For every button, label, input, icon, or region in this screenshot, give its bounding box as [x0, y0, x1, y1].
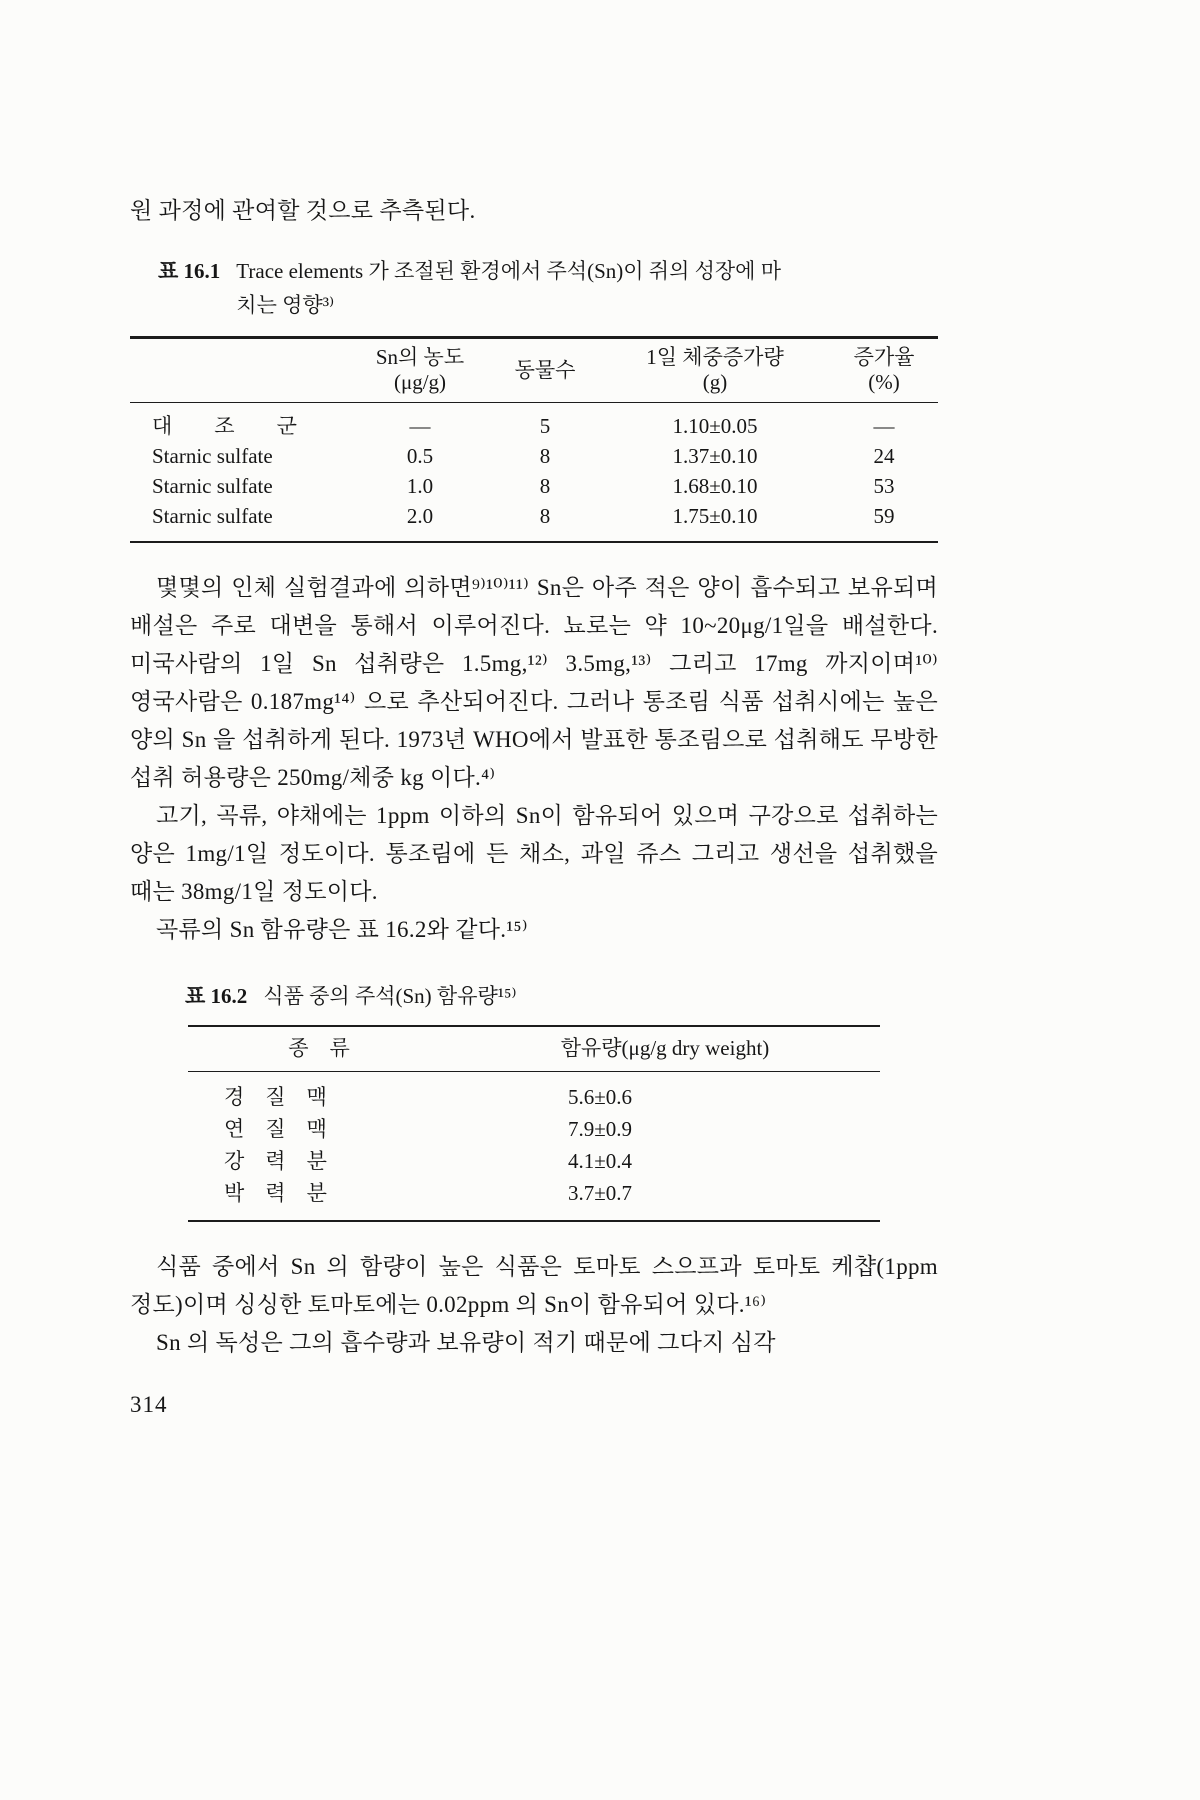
header-weight-gain — [600, 338, 830, 403]
page-content — [130, 192, 938, 1418]
cell-animal-count: 8 — [539, 444, 551, 468]
table1-caption — [158, 254, 938, 322]
header-animal-count: 동물수 — [490, 338, 600, 403]
table-row — [188, 1177, 880, 1221]
cell-concentration: 0.5 — [406, 444, 434, 468]
cell-sn-amount: 3.7±0.7 — [568, 1181, 633, 1205]
cell-food-kind: 박 력 분 — [224, 1181, 327, 1205]
table-row — [188, 1113, 880, 1145]
cell-gain-rate: — — [873, 414, 895, 438]
cell-food-kind: 강 력 분 — [224, 1149, 327, 1173]
cell-food-kind: 경 질 맥 — [224, 1085, 327, 1109]
table-16-2 — [188, 1025, 880, 1222]
header-sn-amount: 함유량(μg/g dry weight) — [450, 1026, 880, 1072]
cell-weight-gain: 1.10±0.05 — [672, 414, 758, 438]
header-food-kind: 종 류 — [188, 1026, 450, 1072]
header-gain-rate — [830, 338, 938, 403]
cell-food-kind: 연 질 맥 — [224, 1117, 327, 1141]
cell-gain-rate: 24 — [873, 444, 895, 468]
table-16-2-header — [188, 1026, 880, 1072]
paragraph-tomato: 식품 중에서 Sn 의 함량이 높은 식품은 토마토 스으프과 토마토 케챱(1ppm 정도)이며 싱싱한 토마토에는 0.02ppm 의 Sn이 함유되어 있다.¹⁶⁾ — [130, 1254, 938, 1317]
cell-sn-amount: 7.9±0.9 — [568, 1117, 633, 1141]
table-row — [130, 501, 938, 542]
cell-gain-rate: 53 — [873, 474, 895, 498]
cell-weight-gain: 1.68±0.10 — [672, 474, 758, 498]
cell-weight-gain: 1.75±0.10 — [672, 504, 758, 528]
table-16-1-body — [130, 403, 938, 543]
cell-sn-amount: 4.1±0.4 — [568, 1149, 633, 1173]
table-header-row — [188, 1026, 880, 1072]
cell-gain-rate: 59 — [873, 504, 895, 528]
table2-caption-label: 표 16.2 — [185, 984, 248, 1008]
table2-caption — [185, 979, 938, 1013]
header-gain-rate-line1: 증가율 — [853, 345, 915, 369]
table-16-1 — [130, 336, 938, 543]
table-16-1-header — [130, 338, 938, 403]
table1-caption-text — [236, 254, 781, 322]
cell-weight-gain: 1.37±0.10 — [672, 444, 758, 468]
header-gain-rate-unit: (%) — [868, 370, 900, 394]
header-sn-concentration — [350, 338, 490, 403]
table1-caption-line1: Trace elements 가 조절된 환경에서 주석(Sn)이 쥐의 성장에 마 — [236, 259, 782, 283]
header-sn-concentration-line1: Sn의 농도 — [375, 345, 465, 369]
table-header-row — [130, 338, 938, 403]
table-row — [188, 1145, 880, 1177]
page-number: 314 — [130, 1392, 168, 1417]
cell-sn-amount: 5.6±0.6 — [568, 1085, 633, 1109]
cell-animal-count: 8 — [539, 474, 551, 498]
table-row — [130, 441, 938, 471]
header-weight-gain-unit: (g) — [702, 370, 728, 394]
intro-paragraph: 원 과정에 관여할 것으로 추측된다. — [130, 198, 476, 223]
cell-sample-name: Starnic sulfate — [152, 504, 273, 528]
table1-caption-label: 표 16.1 — [158, 259, 221, 283]
paragraph-food-content: 고기, 곡류, 야채에는 1ppm 이하의 Sn이 함유되어 있으며 구강으로 섭취하는 양은 1mg/1일 정도이다. 통조림에 든 채소, 과일 쥬스 그리고 생선을 섭취했을 때는 38mg/1일 정도이다. — [130, 803, 938, 904]
cell-animal-count: 5 — [539, 414, 551, 438]
paragraph-toxicity: Sn 의 독성은 그의 흡수량과 보유량이 적기 때문에 그다지 심각 — [156, 1330, 776, 1355]
table1-caption-line2: 치는 영향³⁾ — [236, 293, 335, 317]
header-sample — [130, 338, 350, 403]
header-weight-gain-line1: 1일 체중증가량 — [646, 345, 784, 369]
cell-concentration: 1.0 — [406, 474, 434, 498]
cell-sample-name: Starnic sulfate — [152, 474, 273, 498]
paragraph-absorption: 몇몇의 인체 실험결과에 의하면⁹⁾¹⁰⁾¹¹⁾ Sn은 아주 적은 양이 흡수되고 보유되며 배설은 주로 대변을 통해서 이루어진다. 뇨로는 약 10~20μg/1일을 배설한다. 미국사람의 1일 Sn 섭취량은 1.5mg,¹²⁾ 3.5mg,¹³⁾ 그리고 17mg 까지이며¹⁰⁾ 영국사람은 0.187mg¹⁴⁾ 으로 추산되어진다. 그러나 통조림 식품 섭취시에는 높은 양의 Sn 을 섭취하게 된다. 1973년 WHO에서 발표한 통조림으로 섭취해도 무방한 섭취 허용량은 250mg/체중 kg 이다.⁴⁾ — [130, 575, 938, 790]
cell-sample-name: Starnic sulfate — [152, 444, 273, 468]
cell-concentration: 2.0 — [406, 504, 434, 528]
header-sn-concentration-unit: (μg/g) — [393, 370, 447, 394]
table-16-2-body — [188, 1072, 880, 1222]
table-row — [130, 403, 938, 442]
table-row — [130, 471, 938, 501]
table-row — [188, 1072, 880, 1114]
table2-caption-text: 식품 중의 주석(Sn) 함유량¹⁵⁾ — [263, 984, 517, 1008]
cell-sample-name: 대 조 군 — [152, 414, 297, 438]
cell-concentration: — — [409, 414, 431, 438]
cell-animal-count: 8 — [539, 504, 551, 528]
paragraph-grain-reference: 곡류의 Sn 함유량은 표 16.2와 같다.¹⁵⁾ — [156, 917, 528, 942]
